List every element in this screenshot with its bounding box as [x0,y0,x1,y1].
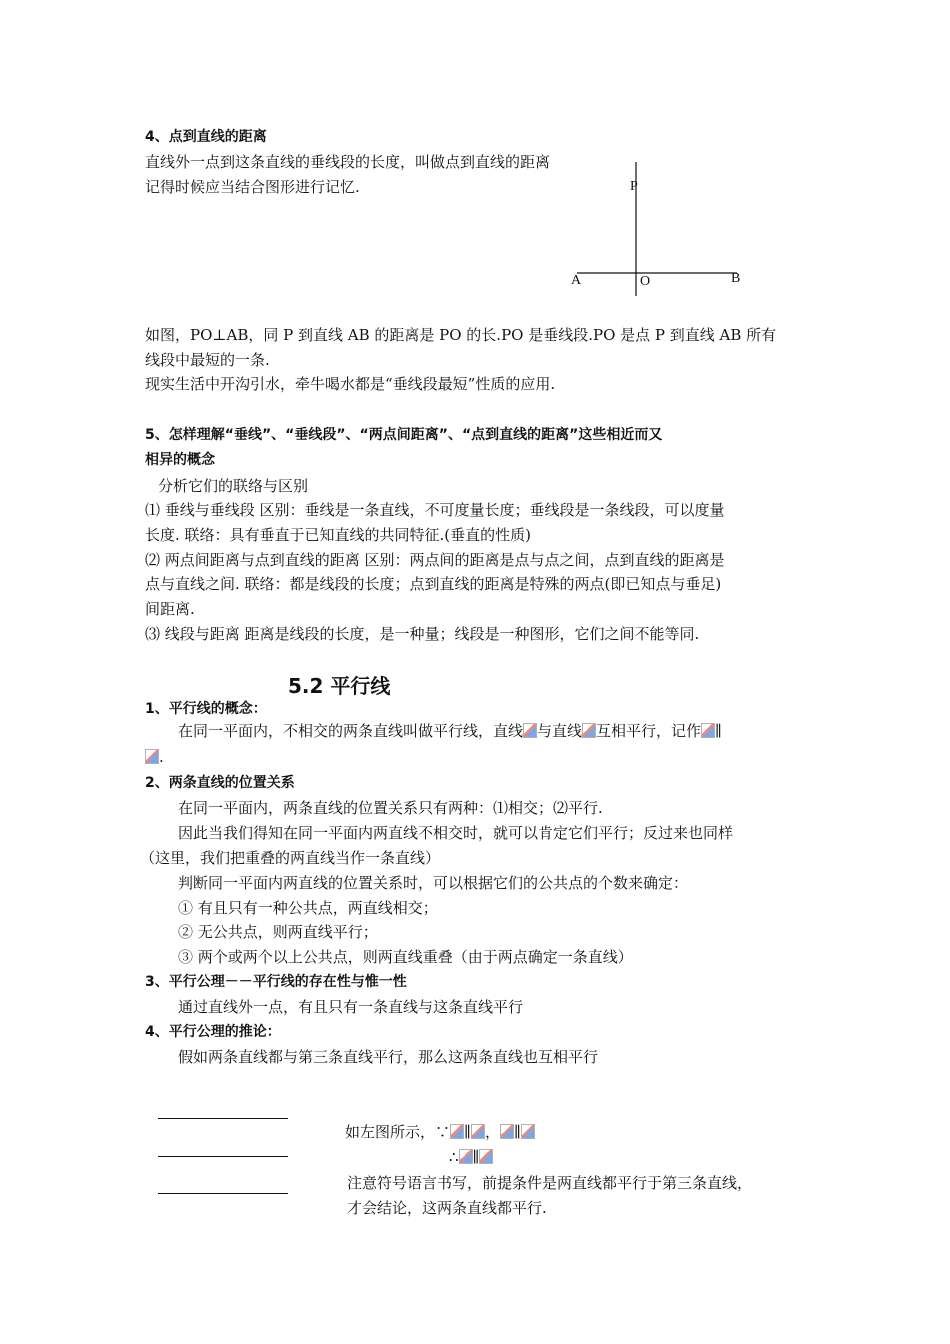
section5-title-line2: 相异的概念 [145,452,215,468]
p2-case3: ③ 两个或两个以上公共点，则两直线重叠（由于两点确定一条直线） [178,948,633,966]
parallel-symbol: ∥ [464,1123,471,1141]
parallel-symbol: ∥ [513,1123,521,1141]
p2-line2: 因此当我们得知在同一平面内两直线不相交时，就可以肯定它们平行；反过来也同样 [178,824,734,842]
broken-image-icon [459,1149,473,1164]
section5-title-line1: 5、怎样理解“垂线”、“垂线段”、“两点间距离”、“点到直线的距离”这些相近而又 [145,427,663,443]
p4-figure-because [345,1120,535,1145]
p4-note-line1: 注意符号语言书写，前提条件是两直线都平行于第三条直线， [347,1174,753,1192]
broken-image-icon [471,1124,485,1139]
p1-title: 1、平行线的概念： [145,701,267,717]
broken-image-icon [523,723,537,738]
p4-title: 4、平行公理的推论： [145,1024,281,1040]
broken-image-icon [521,1124,535,1139]
p4-note-line2: 才会结论，这两条直线都平行. [347,1199,547,1217]
p2-case1: ① 有且只有一种公共点，两直线相交； [178,899,438,917]
p2-line4: 判断同一平面内两直线的位置关系时，可以根据它们的公共点的个数来确定： [178,874,689,892]
section5-item2-line3: 间距离. [145,600,195,618]
section4-para1-line2: 线段中最短的一条. [145,351,270,369]
broken-image-icon [450,1124,464,1139]
broken-image-icon [582,723,596,738]
parallel-line-1 [158,1118,288,1119]
p2-line1: 在同一平面内，两条直线的位置关系只有两种：⑴相交；⑵平行. [178,799,603,817]
section5-item1-line2: 长度. 联络：具有垂直于已知直线的共同特征.(垂直的性质) [145,526,532,544]
therefore-symbol: ∴ [449,1148,459,1166]
p1-definition [178,719,722,744]
label-p: P [630,179,638,194]
p3-title: 3、平行公理－－平行线的存在性与惟一性 [145,974,407,990]
broken-image-icon [479,1149,493,1164]
p3-text: 通过直线外一点，有且只有一条直线与这条直线平行 [178,998,524,1016]
section4-para2: 现实生活中开沟引水，牵牛喝水都是“垂线段最短”性质的应用. [145,375,556,393]
section5-item3: ⑶ 线段与距离 距离是线段的长度，是一种量；线段是一种图形，它们之间不能等同. [145,625,700,643]
p1-text-c: 互相平行，记作 [596,722,702,740]
p2-title: 2、两条直线的位置关系 [145,775,295,791]
section4-definition: 直线外一点到这条直线的垂线段的长度，叫做点到直线的距离 [145,153,551,171]
section5-item2-line1: ⑵ 两点间距离与点到直线的距离 区别：两点间的距离是点与点之间，点到直线的距离是 [145,551,725,569]
p1-text-b: 与直线 [537,722,583,740]
broken-image-icon [500,1124,514,1139]
section5-intro: 分析它们的联络与区别 [158,477,309,495]
p4-fig-text: 如左图所示， [345,1123,436,1141]
comma: ， [484,1123,500,1141]
parallel-line-2 [158,1156,288,1157]
p2-line3: （这里，我们把重叠的两直线当作一条直线） [140,849,441,867]
broken-image-icon [145,749,159,764]
chapter-title: 5.2 平行线 [288,674,391,698]
label-b: B [731,271,741,286]
p1-text-d: ∥ [715,722,722,740]
parallel-line-3 [158,1193,288,1194]
section4-memo: 记得时候应当结合图形进行记忆. [145,178,360,196]
p2-case2: ② 无公共点，则两直线平行； [178,923,378,941]
p1-text-a: 在同一平面内，不相交的两条直线叫做平行线，直线 [178,722,524,740]
because-symbol: ∵ [435,1123,451,1141]
broken-image-icon [701,723,715,738]
label-a: A [571,273,582,288]
section4-title: 4、点到直线的距离 [145,129,267,145]
parallel-symbol: ∥ [472,1148,480,1166]
section5-item2-line2: 点与直线之间. 联络：都是线段的长度；点到直线的距离是特殊的两点(即已知点与垂足) [145,575,722,593]
perpendicular-figure [565,158,765,298]
section4-para1-line1: 如图，PO⊥AB，同 P 到直线 AB 的距离是 PO 的长.PO 是垂线段.PO 是点 P 到直线 AB 所有 [145,326,777,344]
p4-figure-therefore [449,1145,493,1170]
label-o: O [640,274,651,289]
p1-definition-cont [145,745,164,770]
p1-text-e: . [159,748,164,766]
p4-text: 假如两条直线都与第三条直线平行，那么这两条直线也互相平行 [178,1048,599,1066]
section5-item1-line1: ⑴ 垂线与垂线段 区别：垂线是一条直线，不可度量长度；垂线段是一条线段，可以度量 [145,501,725,519]
